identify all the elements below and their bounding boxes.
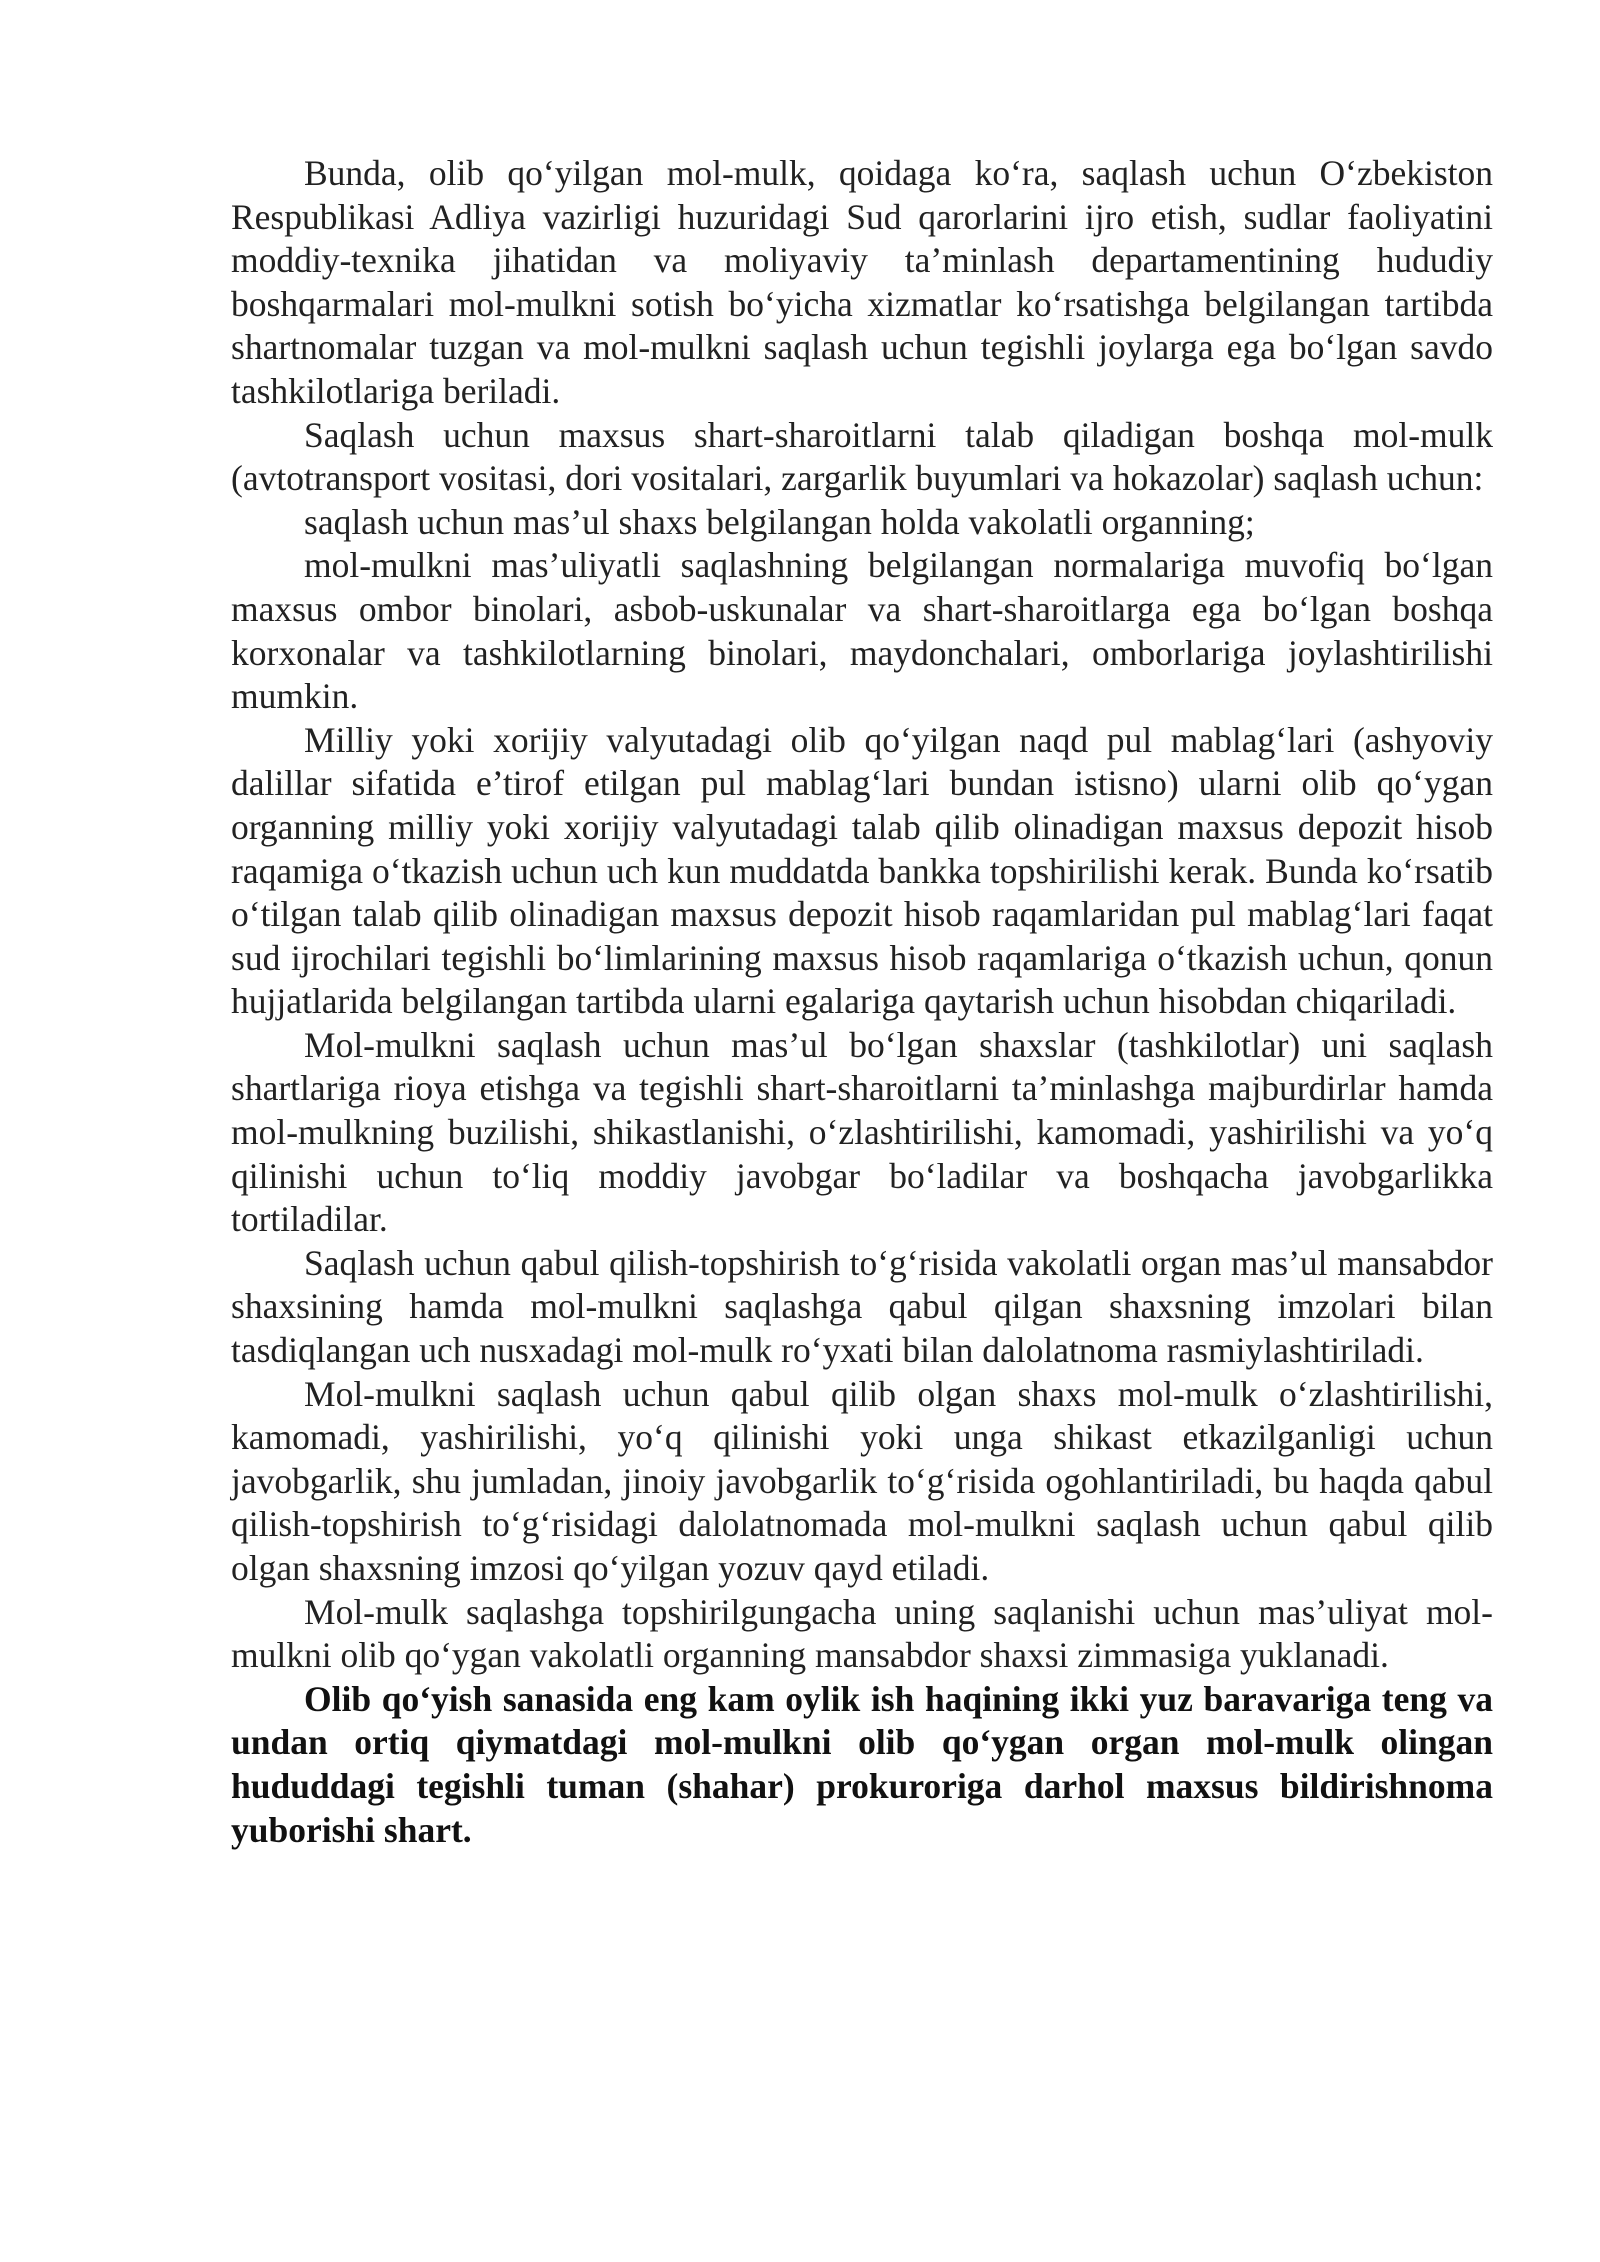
paragraph-cash-deposit: Milliy yoki xorijiy valyutadagi olib qo‘yilgan naqd pul mablag‘lari (ashyoviy dalillar sifatida e’tirof etilgan pul mablag‘lari bundan istisno) ularni olib qo‘ygan organning milliy yoki xorijiy valyutadagi talab qilib olinadigan maxsus depozit hisob raqamiga o‘tkazish uchun uch kun muddatda bankka topshirilishi kerak. Bunda ko‘rsatib o‘tilgan talab qilib olinadigan maxsus depozit hisob raqamlaridan pul mablag‘lari faqat sud ijrochilari tegishli bo‘limlarining maxsus hisob raqamlariga o‘tkazish uchun, qonun hujjatlarida belgilangan tartibda ularni egalariga qaytarish uchun hisobdan chiqariladi. [231, 719, 1493, 1022]
paragraph-responsibility-before-transfer: Mol-mulk saqlashga topshirilgungacha uning saqlanishi uchun mas’uliyat mol-mulkni olib qo‘ygan vakolatli organning mansabdor shaxsi zimmasiga yuklanadi. [231, 1591, 1493, 1676]
paragraph-acceptance-act: Saqlash uchun qabul qilish-topshirish to‘g‘risida vakolatli organ mas’ul mansabdor shaxsining hamda mol-mulkni saqlashga qabul qilgan shaxsning imzolari bilan tasdiqlangan uch nusxadagi mol-mulk ro‘yxati bilan dalolatnoma rasmiylashtiriladi. [231, 1242, 1493, 1371]
paragraph-prosecutor-notice: Olib qo‘yish sanasida eng kam oylik ish haqining ikki yuz baravariga teng va undan ortiq qiymatdagi mol-mulkni olib qo‘ygan organ mol-mulk olingan hududdagi tegishli tuman (shahar) prokuroriga darhol maxsus bildirishnoma yuborishi shart. [231, 1678, 1493, 1850]
paragraph-storage-organizations: Bunda, olib qo‘yilgan mol-mulk, qoidaga ko‘ra, saqlash uchun O‘zbekiston Respublikasi Adliya vazirligi huzuridagi Sud qarorlarini ijro etish, sudlar faoliyatini moddiy-texnika jihatidan va moliyaviy ta’minlash departamentining hududiy boshqarmalari mol-mulkni sotish bo‘yicha xizmatlar ko‘rsatishga belgilangan tartibda shartnomalar tuzgan va mol-mulkni saqlash uchun tegishli joylarga ega bo‘lgan savdo tashkilotlariga beriladi. [231, 153, 1493, 411]
paragraph-warehouse-placement: mol-mulkni mas’uliyatli saqlashning belgilangan normalariga muvofiq bo‘lgan maxsus ombor binolari, asbob-uskunalar va shart-sharoitlarga ega bo‘lgan boshqa korxonalar va tashkilotlarning binolari, maydonchalari, omborlariga joylashtirilishi mumkin. [231, 545, 1493, 717]
paragraph-custodian-warning: Mol-mulkni saqlash uchun qabul qilib olgan shaxs mol-mulk o‘zlashtirilishi, kamomadi, yashirilishi, yo‘q qilinishi yoki unga shikast etkazilganligi uchun javobgarlik, shu jumladan, jinoiy javobgarlik to‘g‘risida ogohlantiriladi, bu haqda qabul qilish-topshirish to‘g‘risidagi dalolatnomada mol-mulkni saqlash uchun qabul qilib olgan shaxsning imzosi qo‘yilgan yozuv qayd etiladi. [231, 1373, 1493, 1588]
paragraph-liability-custodians: Mol-mulkni saqlash uchun mas’ul bo‘lgan shaxslar (tashkilotlar) uni saqlash shartlariga rioya etishga va tegishli shart-sharoitlarni ta’minlashga majburdirlar hamda mol-mulkning buzilishi, shikastlanishi, o‘zlashtirilishi, kamomadi, yashirilishi va yo‘q qilinishi uchun to‘liq moddiy javobgar bo‘ladilar va boshqacha javobgarlikka tortiladilar. [231, 1024, 1493, 1240]
document-page [231, 152, 1493, 1852]
paragraph-responsible-person: saqlash uchun mas’ul shaxs belgilangan holda vakolatli organning; [304, 501, 1255, 542]
paragraph-special-conditions: Saqlash uchun maxsus shart-sharoitlarni talab qiladigan boshqa mol-mulk (avtotransport vositasi, dori vositalari, zargarlik buyumlari va hokazolar) saqlash uchun: [231, 414, 1493, 499]
